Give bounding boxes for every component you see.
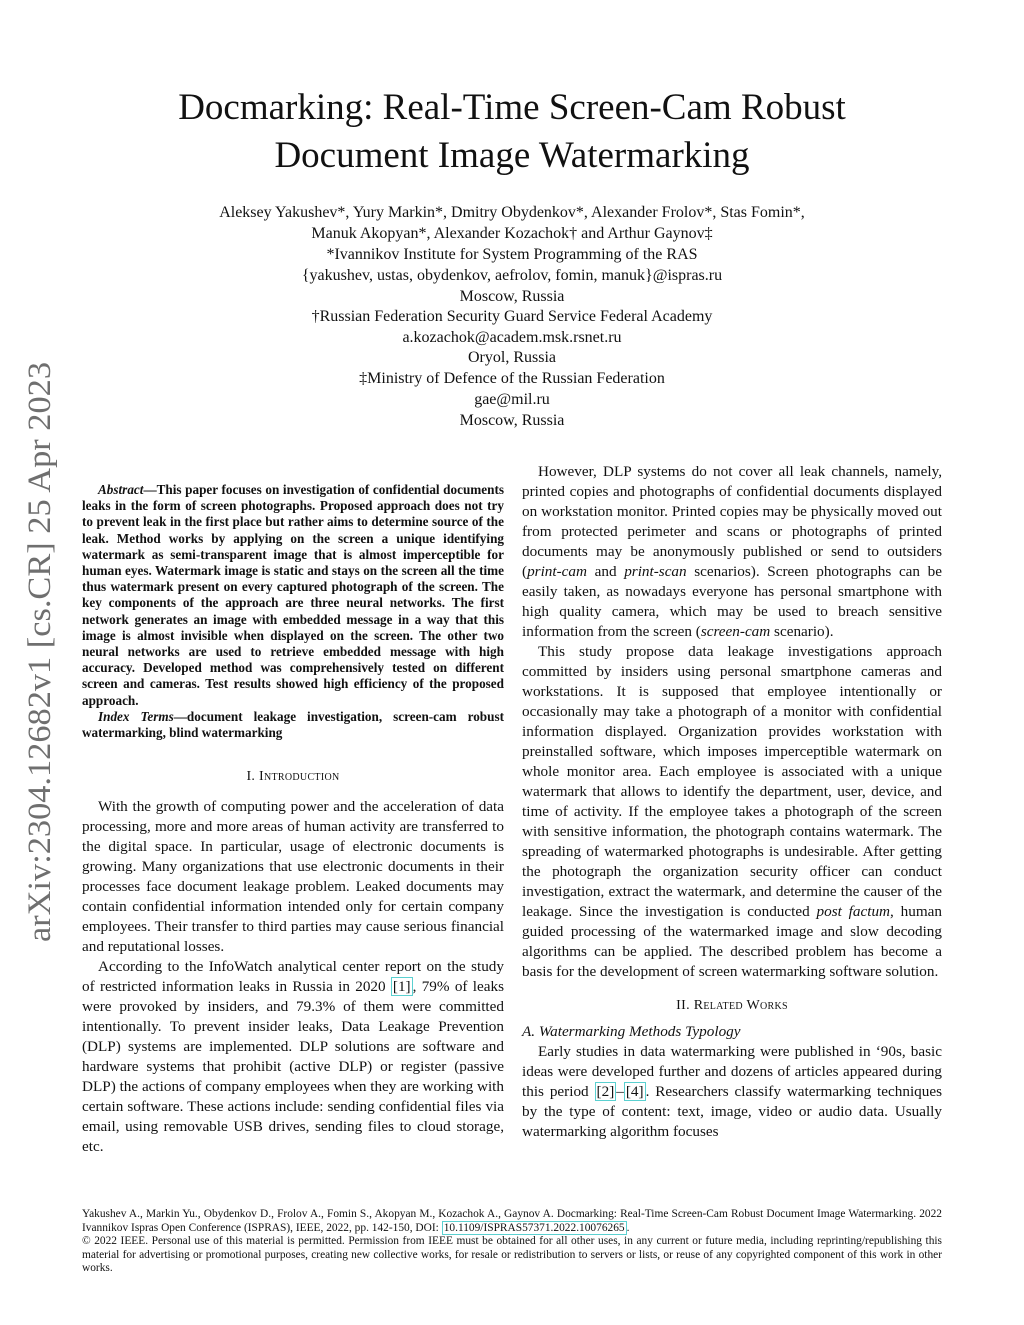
affiliation-3-email: gae@mil.ru	[474, 391, 550, 408]
intro-title: Introduction	[259, 769, 340, 785]
title-line-2: Document Image Watermarking	[274, 135, 750, 176]
intro-p2-text-b: , 79% of leaks were provoked by insiders, and 79.3% of them were committed intentionally. To prevent insider leaks, Data Leakage Prevention (DLP) systems are implemented. DLP solutions are software and hardware systems that prohibit (active DLP) or register (passive DLP) the actions of company employees when they are working with certain software. These actions include: sending confidential files via email, using removable USB drives, sending files to cloud storage, etc.	[82, 978, 504, 1156]
right-column	[522, 462, 942, 1142]
abstract	[82, 482, 504, 709]
title-line-1: Docmarking: Real-Time Screen-Cam Robust	[178, 87, 846, 128]
related-title: Related Works	[693, 998, 788, 1013]
index-terms-label: Index Terms	[98, 708, 174, 724]
right-paragraph-3	[522, 1042, 942, 1142]
paper-title	[0, 84, 1024, 180]
section-heading-introduction	[82, 767, 504, 787]
index-terms-text: —document leakage investigation, screen-cam robust watermarking, blind watermarking	[82, 708, 504, 741]
affiliation-1-email: {yakushev, ustas, obydenkov, aefrolov, fomin, manuk}@ispras.ru	[301, 267, 723, 284]
right-paragraph-2	[522, 642, 942, 982]
affiliation-2-email: a.kozachok@academ.msk.rsnet.ru	[402, 329, 622, 346]
index-terms	[82, 709, 504, 741]
rp3-dash: –	[616, 1083, 624, 1100]
authors-line-2: Manuk Akopyan*, Alexander Kozachok† and Arthur Gaynov‡	[311, 225, 713, 242]
section-heading-related-works	[522, 996, 942, 1016]
affiliation-2: †Russian Federation Security Guard Service Federal Academy	[311, 308, 713, 325]
doi-link[interactable]: 10.1109/ISPRAS57371.2022.10076265	[443, 1221, 625, 1234]
citation-note	[82, 1208, 942, 1235]
citation-link-2[interactable]: [2]	[596, 1083, 615, 1100]
rp3-b: . Researchers classify watermarking techniques by the type of content: text, image, video or audio data. Usually watermarking algorithm focuses	[522, 1083, 943, 1140]
rp1-italic-print-cam: print-cam	[527, 563, 587, 580]
intro-paragraph-2	[82, 957, 504, 1157]
rp2-italic-post-factum: post factum	[816, 903, 891, 920]
affiliation-3-city: Moscow, Russia	[459, 412, 565, 429]
intro-p2-text-a: According to the InfoWatch analytical center report on the study of restricted information leaks in Russia in 2020	[82, 958, 504, 996]
copyright-notice: © 2022 IEEE. Personal use of this material is permitted. Permission from IEEE must be obtained for all other uses, in any current or future media, including reprinting/republishing this material for advertising or promotional purposes, creating new collective works, for resale or redistribution to servers or lists, or reuse of any copyrighted component of this work in other works.	[82, 1235, 942, 1275]
rp1-b: and	[586, 563, 625, 580]
footnote	[82, 1208, 942, 1276]
rp1-a: However, DLP systems do not cover all leak channels, namely, printed copies and photographs of confidential documents displayed on workstation monitor. Printed copies may be physically moved out from protected perimeter and scans or photographs of printed documents may be anonymously published or send to outsiders (	[522, 463, 942, 580]
citation-link-1[interactable]: [1]	[392, 978, 411, 996]
affiliation-2-city: Oryol, Russia	[468, 349, 556, 366]
rp1-italic-screen-cam: screen-cam	[700, 623, 771, 640]
right-paragraph-1	[522, 462, 942, 642]
rp1-c: scenarios). Screen photographs can be easily taken, as nowadays everyone has personal smartphone with high quality camera, which may be used to breach sensitive information from the screen (	[522, 563, 942, 640]
abstract-label: Abstract	[98, 482, 144, 497]
related-number: II.	[676, 998, 694, 1013]
rp1-d: scenario).	[770, 623, 834, 640]
affiliation-1-city: Moscow, Russia	[459, 288, 565, 305]
rp2-b: , human guided processing of the watermarked image and slow decoding algorithms can be applied. The described problem has become a basis for the development of screen watermarking software solution.	[522, 903, 942, 980]
intro-paragraph-1: With the growth of computing power and the acceleration of data processing, more and more areas of human activity are transferred to the digital space. In particular, usage of electronic documents is growing. Many organizations that use electronic documents in their processes face document leakage problem. Leaked documents may contain confidential information intended only for certain company employees. Their transfer to third parties may cause serious financial and reputational losses.	[82, 798, 504, 956]
intro-number: I.	[246, 769, 260, 785]
rp1-italic-print-scan: print-scan	[624, 563, 687, 580]
arxiv-stamp-text: arXiv:2304.12682v1 [cs.CR] 25 Apr 2023	[22, 384, 58, 942]
rp3-a: Early studies in data watermarking were published in ‘90s, basic ideas were developed further and dozens of articles appeared during this period	[522, 1043, 942, 1100]
affiliation-1: *Ivannikov Institute for System Programming of the RAS	[326, 246, 698, 263]
rp2-a: This study propose data leakage investigations approach committed by insiders using personal smartphone cameras and workstations. It is supposed that employee intentionally or occasionally may take a photograph of a monitor with confidential information displayed. Organization provides workstation with preinstalled software, which imposes imperceptible watermark on whole monitor area. Each employee is associated with a unique watermark that allows to identify the department, user, device, and time of activity. If the employee takes a photograph of the screen with sensitive information, the photograph contains watermark. The spreading of watermarked photographs is undesirable. After getting the photograph the organization security officer can conduct investigation, extract the watermark, and determine the causer of the leakage. Since the investigation is conducted	[522, 643, 942, 920]
abstract-text: —This paper focuses on investigation of confidential documents leaks in the form of screen photographs. Proposed approach does not try to prevent leak in the first place but rather aims to determine source of the leak. Method works by applying on the screen a unique identifying watermark as semi-transparent image that is almost imperceptible for human eyes. Watermark image is static and stays on the screen all the time thus watermark present on every captured photograph of the screen. The key components of the approach are three neural networks. The first network generates an image with embedded message in a way that this image is almost invisible when displayed on the screen. The other two neural networks are used to retrieve embedded message with high accuracy. Developed method was comprehensively tested on different screen and cameras. Test results showed high efficiency of the proposed approach.	[82, 482, 504, 708]
affiliation-3: ‡Ministry of Defence of the Russian Federation	[359, 370, 665, 387]
citation-text-a: Yakushev A., Markin Yu., Obydenkov D., Frolov A., Fomin S., Akopyan M., Kozachok A., Gaynov A. Docmarking: Real-Time Screen-Cam Robust Document Image Watermarking. 2022 Ivannikov Ispras Open Conference (ISPRAS), IEEE, 2022, pp. 142-150, DOI:	[82, 1208, 942, 1234]
left-column	[82, 482, 504, 1157]
authors-line-1: Aleksey Yakushev*, Yury Markin*, Dmitry Obydenkov*, Alexander Frolov*, Stas Fomin*,	[219, 204, 805, 221]
subsection-heading-typology: A. Watermarking Methods Typology	[522, 1023, 741, 1040]
citation-link-4[interactable]: [4]	[625, 1083, 644, 1100]
arxiv-stamp	[8, 352, 64, 952]
citation-text-b: .	[626, 1221, 630, 1234]
